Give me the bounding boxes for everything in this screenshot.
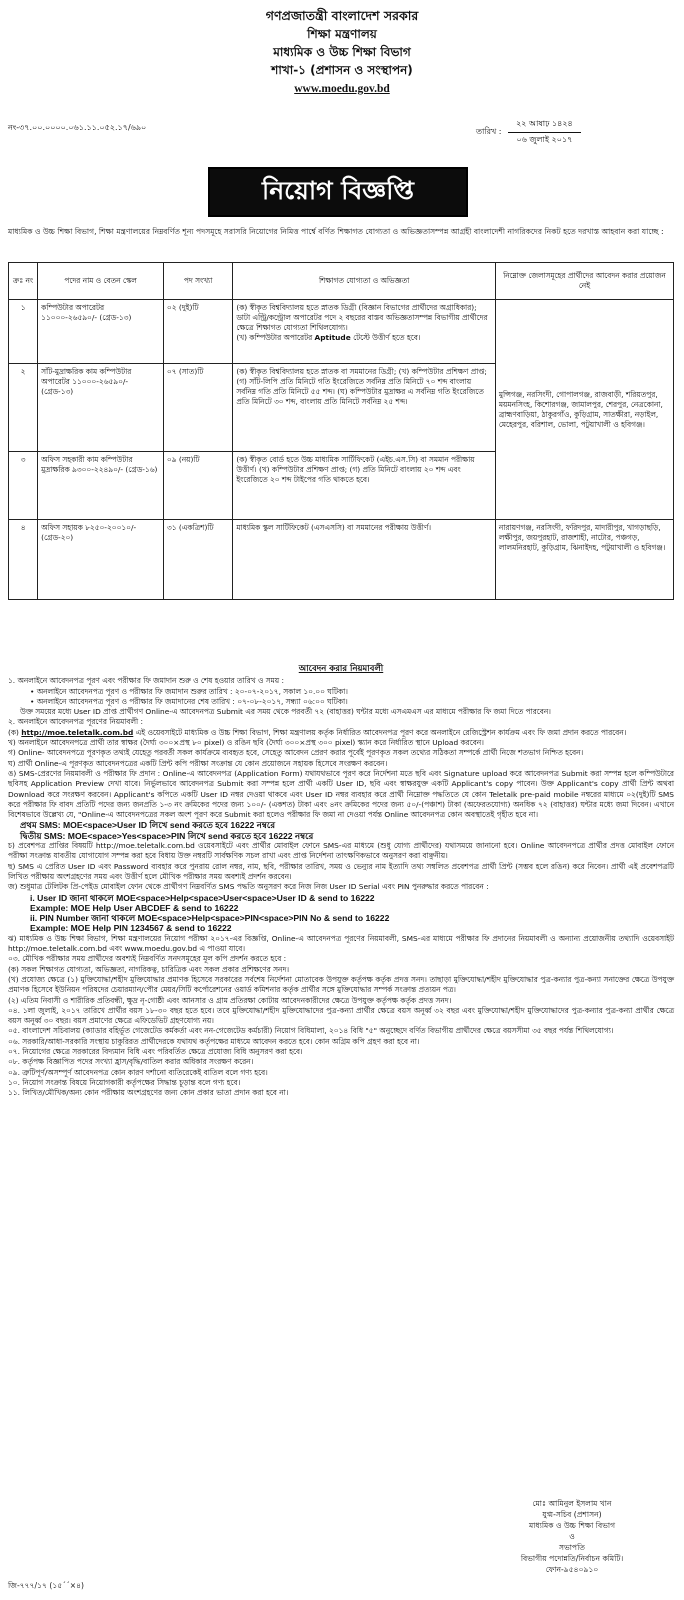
posts-table: [8, 262, 674, 600]
signatory-name: মোঃ আমিনুল ইসলাম খান: [532, 1499, 612, 1508]
row-qualification: (ক) স্বীকৃত বোর্ড হতে উচ্চ মাধ্যমিক সার্টিফিকেট (এইচ.এস.সি) বা সমমান পরীক্ষায় উত্তীর্ণ। (খ) কম্পিউটার প্রশিক্ষণ প্রাপ্ত; (গ) প্রতি মিনিটে বাংলায় ২০ শব্দ এবং ইংরেজিতে ২০ শব্দ টাইপের গতি থাকতে হবে।: [233, 452, 496, 520]
row-serial: ৪: [9, 520, 38, 600]
row-serial: ১: [9, 300, 38, 364]
rule-user-id-password: ছ) SMS এ প্রেরিত User ID এবং Password ব্যবহার করে পুনরায় রোল নম্বর, নাম, ছবি, পরীক্ষার তারিখ, সময় ও ভেন্যুর নাম ইত্যাদি তথ্য সম্বলিত প্রবেশপত্র প্রার্থী প্রিন্ট (সম্ভব হলে রঙিন) করে নিবেন। প্রার্থী এই প্রবেশপত্রটি লিখিত পরীক্ষায় অংশগ্রহণের সময় এবং উত্তীর্ণ হলে মৌখিক পরীক্ষার সময় অবশ্যই প্রদর্শন করবেন।: [8, 861, 674, 881]
row-post-name: সাঁট-মুদ্রাক্ষরিক কাম কম্পিউটার অপারেটর ১১০০০-২৬৫৯০/- (গ্রেড-১৩): [38, 364, 164, 452]
help-pin-example: Example: MOE Help PIN 1234567 & send to 16222: [30, 923, 232, 934]
table-row: [9, 300, 674, 364]
rule-8: ০৮. কর্তৃপক্ষ বিজ্ঞাপিত পদের সংখ্যা হ্রাস/বৃদ্ধি/বাতিল করার অধিকার সংরক্ষণ করেন।: [8, 1057, 254, 1067]
rule-2: ২. অনলাইনে আবেদনপত্র পূরণের নিয়মাবলী :: [8, 717, 143, 727]
date-bangla: ২২ আষাঢ় ১৪২৪: [508, 117, 581, 133]
rule-sms-fee: ঙ) SMS-প্রেরণের নিয়মাবলী ও পরীক্ষার ফি প্রদান : Online-এ আবেদনপত্র (Application Form) যথাযথভাবে পূরণ করে নির্দেশনা মতে ছবি এবং Signature upload করে আবেদনপত্র Submit করা সম্পন্ন হলে কম্পিউটারে ছবিসহ Application Preview দেখা যাবে। নির্ভুলভাবে আবেদনপত্র Submit করা সম্পন্ন হলে প্রার্থী একটি User ID, ছবি এবং স্বাক্ষরযুক্ত একটি Applicant's copy পাবেন। উক্ত Applicant's copy প্রার্থী প্রিন্ট অথবা Download করে সংরক্ষণ করবেন। Applicant's কপিতে একটি User ID নম্বর দেওয়া থাকবে এবং User ID নম্বর ব্যবহার করে প্রার্থী নিম্নোক্ত পদ্ধতিতে যে কোন Teletalk pre-paid mobile নম্বরের মাধ্যমে ০২(দুই)টি SMS করে পরীক্ষার ফি বাবদ প্রতিটি পদের জন্য জনপ্রতি ১-৩ নং ক্রমিকের পদের জন্য ১০০/- (একশত) টাকা এবং ৪নং ক্রমিকের পদের জন্য ৫০/-(পঞ্চাশ) টাকা (অফেরতযোগ্য) অনধিক ৭২ (বাহাত্তর) ঘন্টার মধ্যে জমা দিবেন। এখানে বিশেষভাবে উল্লেখ্য যে, "Online-এ আবেদনপত্রের সকল অংশ পূরণ করে Submit করা হলেও পরীক্ষার ফি জমা না দেওয়া পর্যন্ত Online আবেদনপত্র কোন অবস্থাতেই গৃহীত হবে না।: [8, 768, 674, 820]
signatory-and: ও: [569, 1532, 575, 1541]
rule-10: ১০. নিয়োগ সংক্রান্ত বিষয়ে নিয়োগকারী কর্তৃপক্ষের সিদ্ধান্ত চূড়ান্ত বলে গণ্য হবে।: [8, 1077, 241, 1087]
help-user-id-example: Example: MOE Help User ABCDEF & send to 16222: [30, 902, 239, 913]
rule-3: ০৩. মৌখিক পরীক্ষার সময় প্রার্থীদের অবশ্যই নিম্নবর্ণিত সনদসমূহের মূল কপি প্রদর্শন করতে হবে :: [8, 954, 287, 964]
table-row: [9, 520, 674, 600]
rule-admit-card: চ) প্রবেশপত্র প্রাপ্তির বিষয়টি http://moe.teletalk.com.bd ওয়েবসাইটে এবং প্রার্থীর মোবাইল ফোনে SMS-এর মাধ্যমে (শুধু যোগ্য প্রার্থীদের) যথাসময়ে জানানো হবে। Online আবেদনপত্রে প্রার্থীর প্রদত্ত মোবাইল ফোনে পরীক্ষা সংক্রান্ত যাবতীয় যোগাযোগ সম্পন্ন করা হবে বিধায় উক্ত নম্বরটি সার্বক্ষণিক সচল রাখা এবং প্রাপ্ত নির্দেশনা তাৎক্ষণিকভাবে অনুসরণ করা বাঞ্ছনীয়।: [8, 841, 674, 861]
row-serial: ৩: [9, 452, 38, 520]
rule-2-ka: [8, 728, 674, 738]
rule-2-ka-prefix: (ক): [8, 727, 22, 737]
aptitude-term: Aptitude: [314, 333, 351, 342]
rule-recovery: জ) শুধুমাত্র টেলিটক প্রি-পেইড মোবাইল ফোন থেকে প্রার্থীগণ নিম্নবর্ণিত SMS পদ্ধতি অনুসরণ করে নিজ নিজ User ID Serial এবং PIN পুনরুদ্ধার করতে পারবেন :: [8, 882, 489, 892]
rule-1-end-date: • অনলাইনে আবেদনপত্র পূরণ ও পরীক্ষার ফি জমাদানের শেষ তারিখ : ০৭-০৮-২০১৭, সন্ধ্যা ০৬:০০ ঘটিকা।: [30, 696, 348, 706]
rule-7: ০৭. নিয়োগের ক্ষেত্রে সরকারের বিদ্যমান বিধি এবং পরিবর্তিত ক্ষেত্রে প্রযোজ্য বিধি অনুসরণ করা হবে।: [8, 1046, 303, 1056]
rule-1-start-date: • অনলাইনে আবেদনপত্র পূরণ ও পরীক্ষার ফি জমাদান শুরুর তারিখ : ২০-০৭-২০১৭, সকাল ১০.০০ ঘটিকা।: [30, 686, 348, 696]
row-post-count: ০২ (দুই)টি: [163, 300, 232, 364]
header-excluded-districts: নিম্নোক্ত জেলাসমূহের প্রার্থীদের আবেদন করার প্রয়োজন নেই: [495, 263, 673, 300]
signatory-phone: ফোন-৯৫৪০৯১০: [545, 1565, 599, 1574]
signatory-committee: বিভাগীয় পদোন্নতি/নির্বাচন কমিটি।: [520, 1554, 624, 1563]
rule-3-kha: (খ) প্রযোজ্য ক্ষেত্রে (১) মুক্তিযোদ্ধা/শহীদ মুক্তিযোদ্ধার প্রমাণক হিসেবে সরকারের সর্বশেষ নির্দেশনা মোতাবেক উপযুক্ত কর্তৃপক্ষ কর্তৃক প্রদত্ত সনদ। তাছাড়া মুক্তিযোদ্ধা/শহীদ মুক্তিযোদ্ধার পুত্র-কন্যার পুত্র-কন্যা সনাক্তের ক্ষেত্রে উপযুক্ত প্রমাণক হিসেবে ইউনিয়ন পরিষদের চেয়ারম্যান/পৌর মেয়র/সিটি কর্পোরেশনের ওয়ার্ড কমিশনার কর্তৃক প্রার্থীর সঙ্গে মুক্তিযোদ্ধার সম্পর্ক সংক্রান্ত প্রত্যয়ন পত্র।: [8, 974, 674, 995]
teletalk-link[interactable]: http://moe.teletalk.com.bd: [21, 727, 134, 737]
sms-first: প্রথম SMS: MOE<space>User ID লিখে send করতে হবে 16222 নম্বরে: [20, 820, 276, 831]
website-link[interactable]: www.moedu.gov.bd: [294, 83, 390, 95]
row-post-count: ৩১ (একত্রিশ)টি: [163, 520, 232, 600]
branch-name: শাখা-১ (প্রশাসন ও সংস্থাপন): [271, 63, 413, 77]
table-header-row: [9, 263, 674, 300]
qualification-part-a: (ক) স্বীকৃত বিশ্ববিদ্যালয় হতে স্নাতক ডিগ্রী (বিজ্ঞান বিভাগের প্রার্থীদের অগ্রাধিকার); ডাটা এন্ট্রি/কন্ট্রোল অপারেটর পদে ২ বছরের বাস্তব অভিজ্ঞতাসম্পন্ন বিভাগীয় প্রার্থীদের ক্ষেত্রে শিক্ষাগত যোগ্যতা শিথিলযোগ্য।: [236, 303, 488, 332]
row-qualification: (ক) স্বীকৃত বিশ্ববিদ্যালয় হতে স্নাতক বা সমমানের ডিগ্রী; (খ) কম্পিউটার প্রশিক্ষণ প্রাপ্ত; (গ) সাঁট-লিপি প্রতি মিনিটে গতি ইংরেজিতে সর্বনিম্ন প্রতি মিনিটে ৭০ শব্দ বাংলায় সর্বনিম্ন গতি প্রতি মিনিটে ৫৫ শব্দ। (ঘ) কম্পিউটার মুদ্রাক্ষর এ সর্বনিম্ন গতি ইংরেজিতে প্রতি মিনিটে ৩০ শব্দ, বাংলায় প্রতি মিনিটে সর্বনিম্ন ২৫ শব্দ।: [233, 364, 496, 452]
row-qualification: মাধ্যমিক স্কুল সার্টিফিকেট (এসএসসি) বা সমমানের পরীক্ষায় উত্তীর্ণ।: [233, 520, 496, 600]
division-name: মাধ্যমিক ও উচ্চ শিক্ষা বিভাগ: [273, 45, 411, 59]
rule-3-ga: (২) এতিম নিবাসী ও শারীরিক প্রতিবন্ধী, ক্ষুদ্র নৃ-গোষ্ঠী এবং আনসার ও গ্রাম প্রতিরক্ষা কোটায় আবেদনকারীদের ক্ষেত্রে উপযুক্ত কর্তৃপক্ষ কর্তৃক প্রদত্ত সনদ।: [8, 995, 452, 1005]
application-rules: [8, 664, 674, 1098]
rules-heading: আবেদন করার নিয়মাবলী: [298, 664, 384, 674]
row-serial: ২: [9, 364, 38, 452]
signature-block: [480, 1498, 664, 1575]
row-post-count: ০৭ (সাত)টি: [163, 364, 232, 452]
gov-name: গণপ্রজাতন্ত্রী বাংলাদেশ সরকার: [265, 8, 419, 23]
rule-2-kha: খ) অনলাইনে আবেদনপত্রে প্রার্থী তার স্বাক্ষর (দৈর্ঘ্য ৩০০×প্রস্থ ৮০ pixel) ও রঙিন ছবি (দৈর্ঘ্য ৩০০×প্রস্থ ৩০০ pixel) স্ক্যান করে নির্ধারিত স্থানে Upload করবেন।: [8, 738, 484, 748]
intro-paragraph: মাধ্যমিক ও উচ্চ শিক্ষা বিভাগ, শিক্ষা মন্ত্রণালয়ের নিম্নবর্ণিত শূন্য পদসমূহে সরাসরি নিয়োগের নিমিত্ত পার্শ্বে বর্ণিত শিক্ষাগত যোগ্যতা ও অভিজ্ঞতাসম্পন্ন আগ্রহী বাংলাদেশী নাগরিকদের নিকট হতে দরখাস্ত আহবান করা যাচ্ছে :: [8, 227, 664, 236]
help-pin: ii. PIN Number জানা থাকলে MOE<space>Help<space>PIN<space>PIN No & send to 16222: [30, 913, 390, 924]
excluded-districts-group-2: নারায়ণগঞ্জ, নরসিংদী, ফরিদপুর, মাদারীপুর, খাগড়াছড়ি, লক্ষীপুর, জয়পুরহাট, রাজশাহী, নাটোর, পঞ্চগড়, লালমনিরহাট, কুড়িগ্রাম, ঝিনাইদহ, পটুয়াখালী ও হবিগঞ্জ।: [495, 520, 673, 600]
sms-second: দ্বিতীয় SMS: MOE<space>Yes<space>PIN লিখে send করতে হবে 16222 নম্বরে: [20, 830, 314, 841]
rule-6: ০৬. সরকারি/আধা-সরকারি সংস্থায় চাকুরিরত প্রার্থীদেরকে যথাযথ কর্তৃপক্ষের মাধ্যমে আবেদন করতে হবে। কোন অগ্রিম কপি গ্রহণ করা হবে না।: [8, 1036, 420, 1046]
rule-2-gha: ঘ) প্রার্থী Online-এ পূরণকৃত আবেদনপত্রের একটি প্রিন্ট কপি পরীক্ষা সংক্রান্ত যে কোন প্রয়োজনে সহায়ক হিসেবে সংরক্ষণ করবেন।: [8, 758, 388, 768]
header-qualification: শিক্ষাগত যোগ্যতা ও অভিজ্ঞতা: [233, 263, 496, 300]
rule-1-note: উক্ত সময়ের মধ্যে User ID প্রাপ্ত প্রার্থীগণ Online-এ আবেদনপত্র Submit এর সময় থেকে পরবর্তী ৭২ (বাহাত্তর) ঘন্টার মধ্যে এসএমএস এর মাধ্যমে পরীক্ষার ফি জমা দিতে পারবেন।: [20, 707, 551, 717]
help-user-id: i. User ID জানা থাকলে MOE<space>Help<space>User<space>User ID & send to 16222: [30, 892, 375, 903]
row-post-name: কম্পিউটার অপারেটর ১১০০০-২৬৫৯০/- (গ্রেড-১৩): [38, 300, 164, 364]
ministry-name: শিক্ষা মন্ত্রণালয়: [307, 27, 377, 41]
signatory-designation: যুগ্ম-সচিব (প্রশাসন): [542, 1510, 602, 1519]
rule-2-ga: গ) Online- আবেদনপত্রে পূরণকৃত তথ্যই যেহেতু পরবর্তী সকল কার্যক্রমে ব্যবহৃত হবে, সেহেতু আবেদন প্রেরণ করার পূর্বেই পূরণকৃত সকল তথ্যের সঠিকতা সম্পর্কে প্রার্থী নিজে শতভাগ নিশ্চিত হবেন।: [8, 748, 584, 758]
rule-11: ১১. লিখিত/মৌখিক/অন্য কোন পরীক্ষায় অংশগ্রহণের জন্য কোন প্রকার ভাতা প্রদান করা হবে না।: [8, 1088, 289, 1098]
row-qualification: [233, 300, 496, 364]
memo-number: নং-৩৭.০০.০০০০.০৬১.১১.০৫২.১৭/৬৯০: [8, 123, 147, 132]
signatory-dept: মাধ্যমিক ও উচ্চ শিক্ষা বিভাগ: [528, 1521, 616, 1530]
notice-title: নিয়োগ বিজ্ঞপ্তি: [208, 167, 468, 217]
excluded-districts-group-1: মুন্সিগঞ্জ, নরসিংদী, গোপালগঞ্জ, রাজবাড়ী, শরিয়তপুর, ময়মনসিংহ, কিশোরগঞ্জ, জামালপুর, শেরপুর, নেত্রকোনা, ব্রাহ্মণবাড়িয়া, ঠাকুরগাঁও, কুড়িগ্রাম, সাতক্ষীরা, নড়াইল, মেহেরপুর, বরিশাল, ভোলা, পটুয়াখালী ও হবিগঞ্জ।: [495, 300, 673, 520]
header: [0, 0, 684, 99]
row-post-name: অফিস সহায়ক ৮২৫০-২০০১০/- (গ্রেড-২০): [38, 520, 164, 600]
footer-code: জি-৭৭৭/১৭ (১৫´´×৪): [8, 1581, 85, 1590]
rule-9: ০৯. ত্রুটিপূর্ণ/অসম্পূর্ণ আবেদনপত্র কোন কারণ দর্শানো ব্যতিরেকেই বাতিল বলে গণ্য হবে।: [8, 1067, 268, 1077]
rule-3-ka: (ক) সকল শিক্ষাগত যোগ্যতা, অভিজ্ঞতা, নাগরিকত্ব, চারিত্রিক এবং সকল প্রকার প্রশিক্ষণের সনদ।: [8, 964, 289, 974]
date-label: তারিখ :: [476, 127, 502, 136]
qualification-part-b: (খ) কম্পিউটার অপারেটর: [236, 333, 315, 342]
rule-5: ০৫. বাংলাদেশ সচিবালয় (ক্যাডার বহির্ভূত গেজেটেড কর্মকর্তা এবং নন-গেজেটেড কর্মচারী) নিয়োগ বিধিমালা, ২০১৪ বিধি "৫" অনুচ্ছেদে বর্ণিত বিভাগীয় প্রার্থীদের ক্ষেত্রে বয়সসীমা ৩৫ বছর পর্যন্ত শিথিলযোগ্য।: [8, 1026, 614, 1036]
header-post-count: পদ সংখ্যা: [163, 263, 232, 300]
date-english: ০৬ জুলাই ২০১৭: [516, 135, 573, 144]
header-serial: ক্রঃ নং: [9, 263, 38, 300]
rule-website-info: ঝ) মাধ্যমিক ও উচ্চ শিক্ষা বিভাগ, শিক্ষা মন্ত্রণালয়ের নিয়োগ পরীক্ষা ২০১৭-এর বিজ্ঞপ্তি, Online-এ আবেদনপত্র পূরণের নিয়মাবলী, SMS-এর মাধ্যমে পরীক্ষার ফি প্রদানের নিয়মাবলী ও অন্যান্য প্রয়োজনীয় তথ্যাদি ওয়েবসাইট http://moe.teletalk.com.bd এবং www.moedu.gov.bd এ পাওয়া যাবে।: [8, 933, 674, 954]
qualification-part-b-end: টেস্টে উত্তীর্ণ হতে হবে।: [350, 333, 421, 342]
rule-2-ka-text: এই ওয়েবসাইটে মাধ্যমিক ও উচ্চ শিক্ষা বিভাগ, শিক্ষা মন্ত্রণালয় কর্তৃক নির্ধারিত আবেদনপত্র পূরণ করে অনলাইনে রেজিস্ট্রেশন কার্যক্রম এবং ফি জমা প্রদান করতে পারবেন।: [133, 727, 627, 737]
rule-4: ০৪. ১লা জুলাই, ২০১৭ তারিখে প্রার্থীর বয়স ১৮-৩০ বছর হতে হবে। তবে মুক্তিযোদ্ধা/শহীদ মুক্তিযোদ্ধাদের পুত্র-কন্যা প্রার্থীর ক্ষেত্রে বয়স অনূর্ধ্ব ৩২ বছর এবং মুক্তিযোদ্ধা/শহীদ মুক্তিযোদ্ধাদের পুত্র-কন্যার পুত্র-কন্যা প্রার্থীর ক্ষেত্রে বয়স অনূর্ধ্ব ৩০ বছর। বয়স প্রমাণের ক্ষেত্রে এফিডেভিট গ্রহণযোগ্য নয়।: [8, 1005, 674, 1026]
header-post-name: পদের নাম ও বেতন স্কেল: [38, 263, 164, 300]
rule-1: ১. অনলাইনে আবেদনপত্র পূরণ এবং পরীক্ষার ফি জমাদান শুরু ও শেষ হওয়ার তারিখ ও সময় :: [8, 676, 284, 686]
signatory-role: সভাপতি: [559, 1543, 585, 1552]
date-block: [476, 117, 581, 148]
row-post-name: অফিস সহকারী কাম কম্পিউটার মুদ্রাক্ষরিক ৯৩০০-২২৪৯০/- (গ্রেড-১৬): [38, 452, 164, 520]
row-post-count: ০৯ (নয়)টি: [163, 452, 232, 520]
